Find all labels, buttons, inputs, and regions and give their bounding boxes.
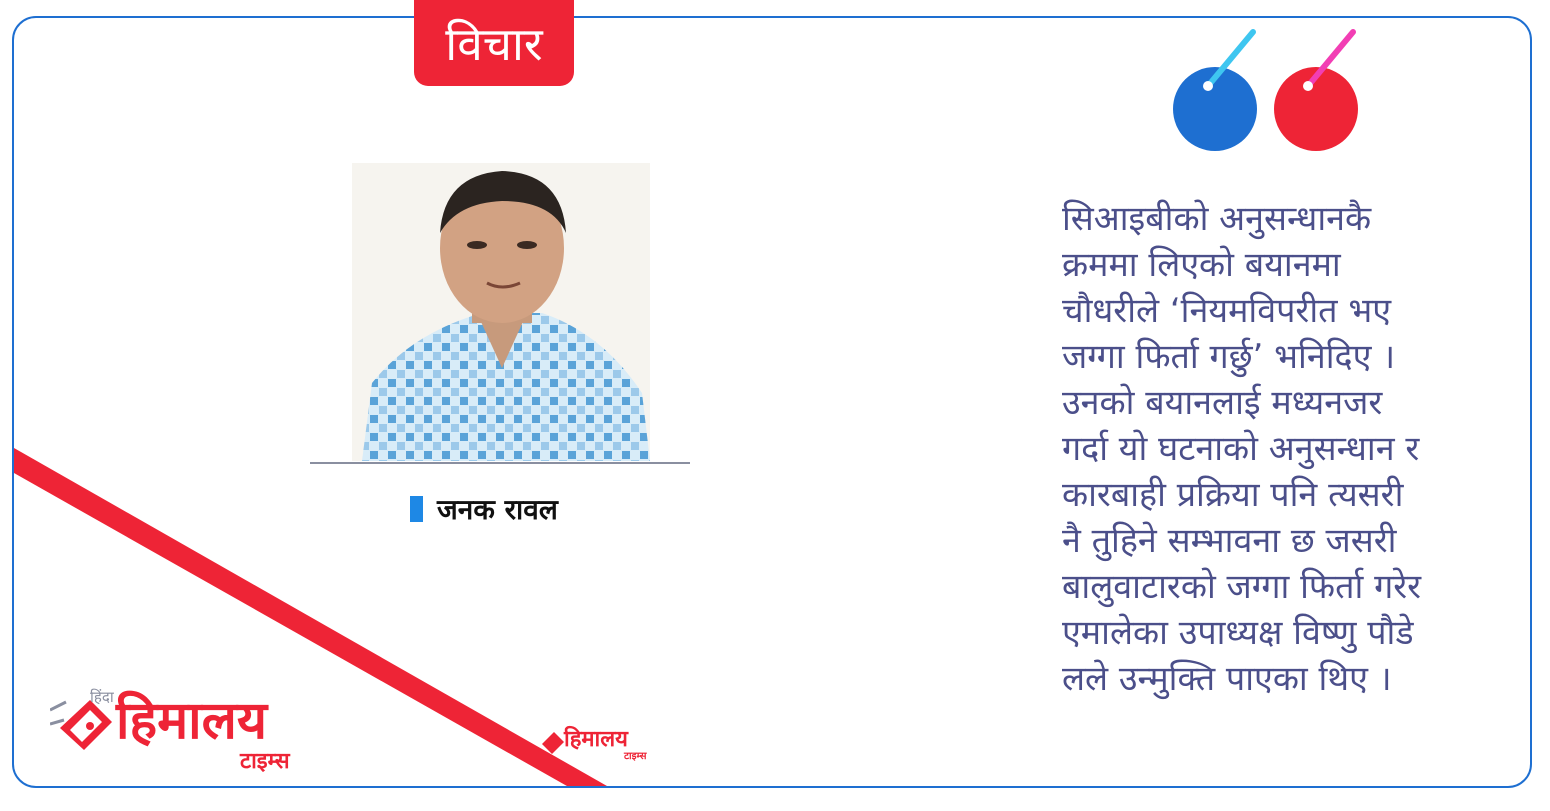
excerpt-line: क्रममा लिएको बयानमा — [1062, 245, 1341, 285]
excerpt-line: बालुवाटारको जग्गा फिर्ता गरेर — [1062, 567, 1422, 607]
quote-excerpt — [1062, 196, 1522, 702]
excerpt-line: जग्गा फिर्ता गर्छु’ भनिदिए । — [1062, 337, 1396, 377]
excerpt-line: गर्दा यो घटनाको अनुसन्धान र — [1062, 429, 1420, 469]
excerpt-line: चौधरीले ‘नियमविपरीत भए — [1062, 291, 1392, 331]
author-photo — [352, 163, 650, 461]
excerpt-line: एमालेका उपाध्यक्ष विष्णु पौडे — [1062, 613, 1414, 653]
brand-logo-small — [538, 722, 668, 762]
logo-small-tag: हिंदा — [90, 688, 114, 706]
quote-marks-icon — [1170, 24, 1370, 156]
excerpt-line: उनको बयानलाई मध्यनजर — [1062, 383, 1383, 423]
brand-logo — [50, 680, 320, 772]
author-byline — [410, 490, 558, 528]
logo-small-word: हिमालय — [564, 727, 628, 752]
logo-word: हिमालय — [116, 691, 268, 751]
pen-nib-icon — [50, 700, 112, 750]
excerpt-line: कारबाही प्रक्रिया पनि त्यसरी — [1062, 475, 1404, 515]
author-name: जनक रावल — [437, 493, 558, 526]
excerpt-line: लले उन्मुक्ति पाएका थिए । — [1062, 659, 1392, 699]
section-tag: विचार — [414, 0, 574, 86]
excerpt-line: सिआइबीको अनुसन्धानकै — [1062, 199, 1372, 239]
photo-divider — [310, 462, 690, 464]
excerpt-line: नै तुहिने सम्भावना छ जसरी — [1062, 521, 1397, 561]
bar-marker-icon — [410, 496, 423, 522]
logo-sub: टाइम्स — [240, 749, 290, 772]
logo-small-sub: टाइम्स — [624, 751, 647, 762]
